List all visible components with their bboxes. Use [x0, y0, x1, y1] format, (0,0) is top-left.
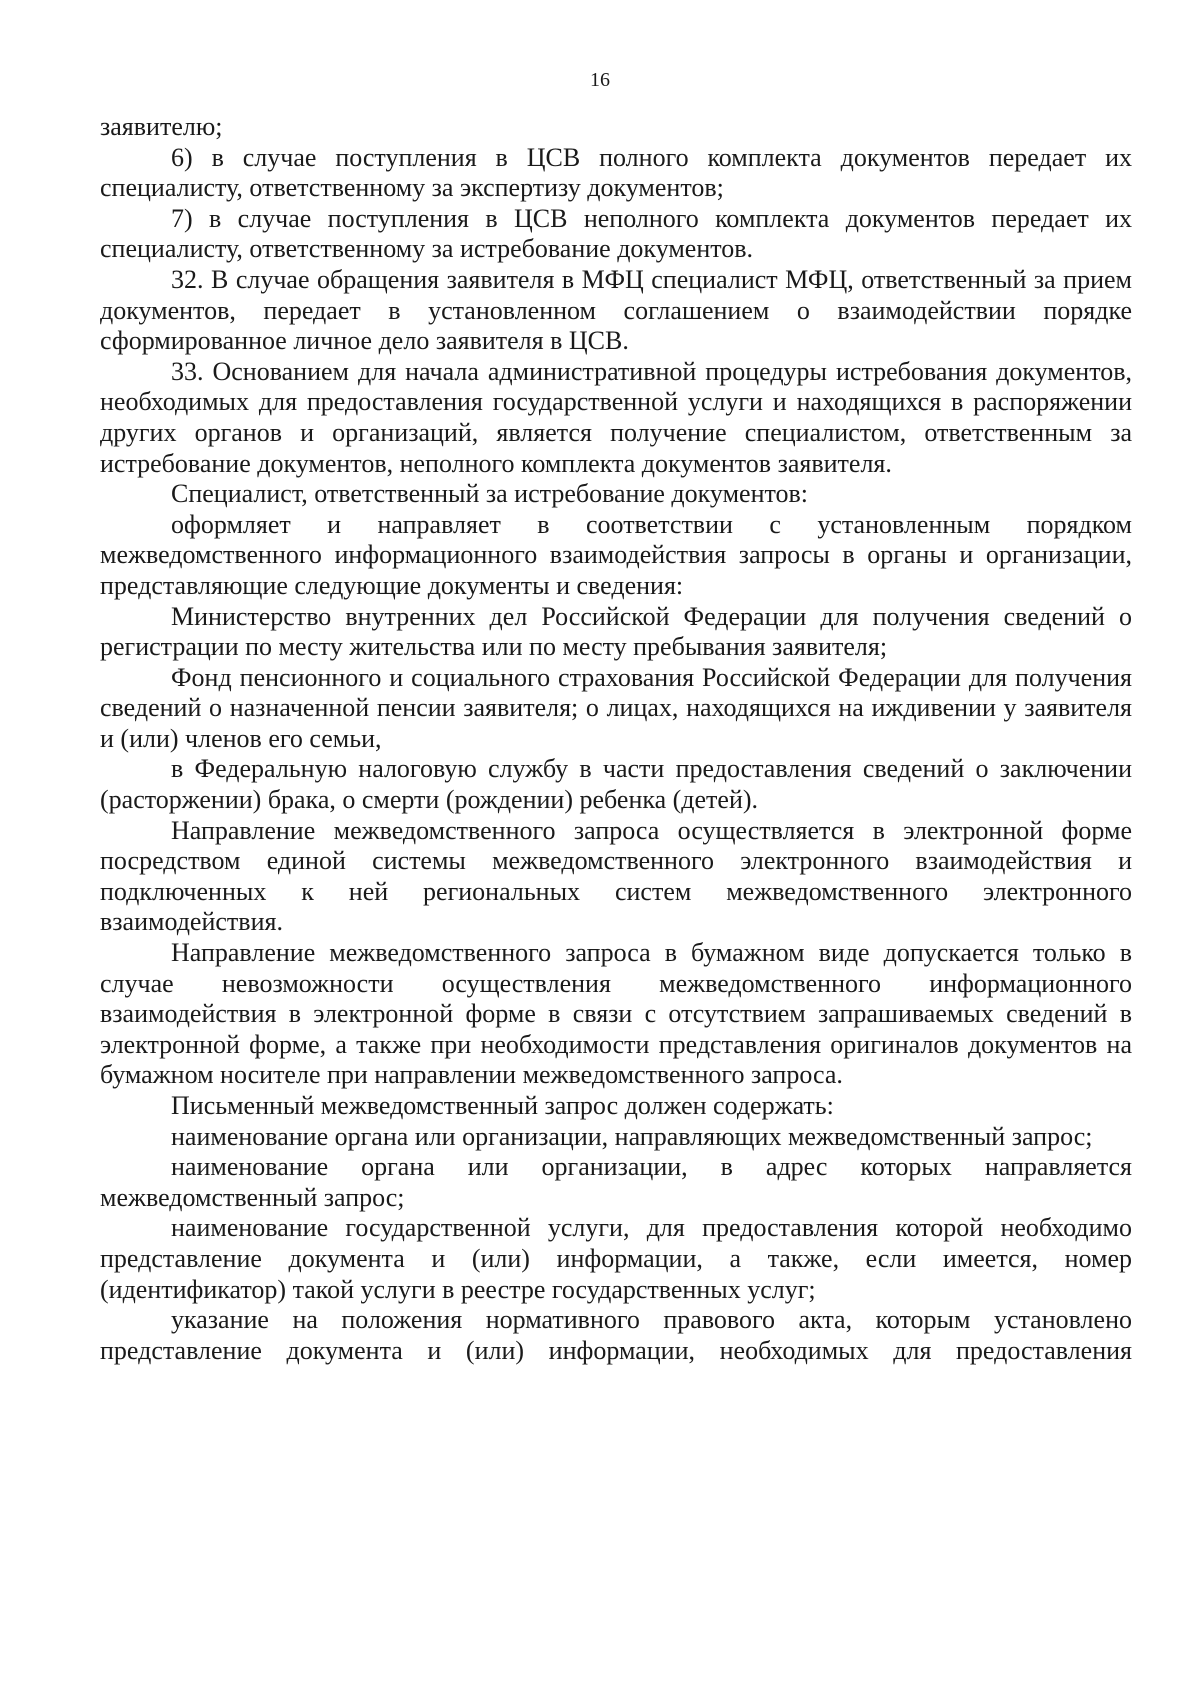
paragraph: Направление межведомственного запроса в бумажном виде допускается только в случае невозможности осуществления межведомственного информационного взаимодействия в электронной форме в связи с отсутствием запрашиваемых сведений в электронной форме, а также при необходимости представления оригиналов документов на бумажном носителе при направлении межведомственного запроса. [100, 938, 1132, 1090]
paragraph: Письменный межведомственный запрос должен содержать: [171, 1091, 834, 1120]
paragraph: 33. Основанием для начала административной процедуры истребования документов, необходимых для предоставления государственной услуги и находящихся в распоряжении других органов и организаций, является получение специалистом, ответственным за истребование документов, неполного комплекта документов заявителя. [100, 356, 1132, 478]
paragraph: 7) в случае поступления в ЦСВ неполного комплекта документов передает их специалисту, ответственному за истребование документов. [100, 203, 1132, 264]
paragraph: 32. В случае обращения заявителя в МФЦ специалист МФЦ, ответственный за прием документов, передает в установленном соглашением о взаимодействии порядке сформированное личное дело заявителя в ЦСВ. [100, 264, 1132, 356]
page-number: 16 [590, 69, 610, 91]
paragraph: 6) в случае поступления в ЦСВ полного комплекта документов передает их специалисту, ответственному за экспертизу документов; [100, 142, 1132, 203]
paragraph: наименование органа или организации, направляющих межведомственный запрос; [171, 1121, 1093, 1151]
paragraph: Фонд пенсионного и социального страхования Российской Федерации для получения сведений о назначенной пенсии заявителя; о лицах, находящихся на иждивении у заявителя и (или) членов его семьи, [100, 662, 1132, 753]
paragraph: в Федеральную налоговую службу в части предоставления сведений о заключении (расторжении) брака, о смерти (рождении) ребенка (детей). [100, 754, 1132, 815]
paragraph: Министерство внутренних дел Российской Федерации для получения сведений о регистрации по месту жительства или по месту пребывания заявителя; [100, 601, 1132, 662]
paragraph: заявителю; [100, 112, 223, 141]
document-body [100, 112, 1132, 1366]
paragraph: наименование органа или организации, в адрес которых направляется межведомственный запрос; [100, 1152, 1132, 1212]
paragraph-continued: указание на положения нормативного правового акта, которым установлено представление документа и (или) информации, необходимых для предоставления [100, 1305, 1132, 1365]
paragraph: Направление межведомственного запроса осуществляется в электронной форме посредством единой системы межведомственного электронного взаимодействия и подключенных к ней региональных систем межведомственного электронного взаимодействия. [100, 815, 1132, 937]
paragraph: оформляет и направляет в соответствии с установленным порядком межведомственного информационного взаимодействия запросы в органы и организации, представляющие следующие документы и сведения: [100, 509, 1132, 600]
paragraph: Специалист, ответственный за истребование документов: [171, 479, 808, 509]
paragraph: наименование государственной услуги, для предоставления которой необходимо представление документа и (или) информации, а также, если имеется, номер (идентификатор) такой услуги в реестре государственных услуг; [100, 1213, 1132, 1304]
